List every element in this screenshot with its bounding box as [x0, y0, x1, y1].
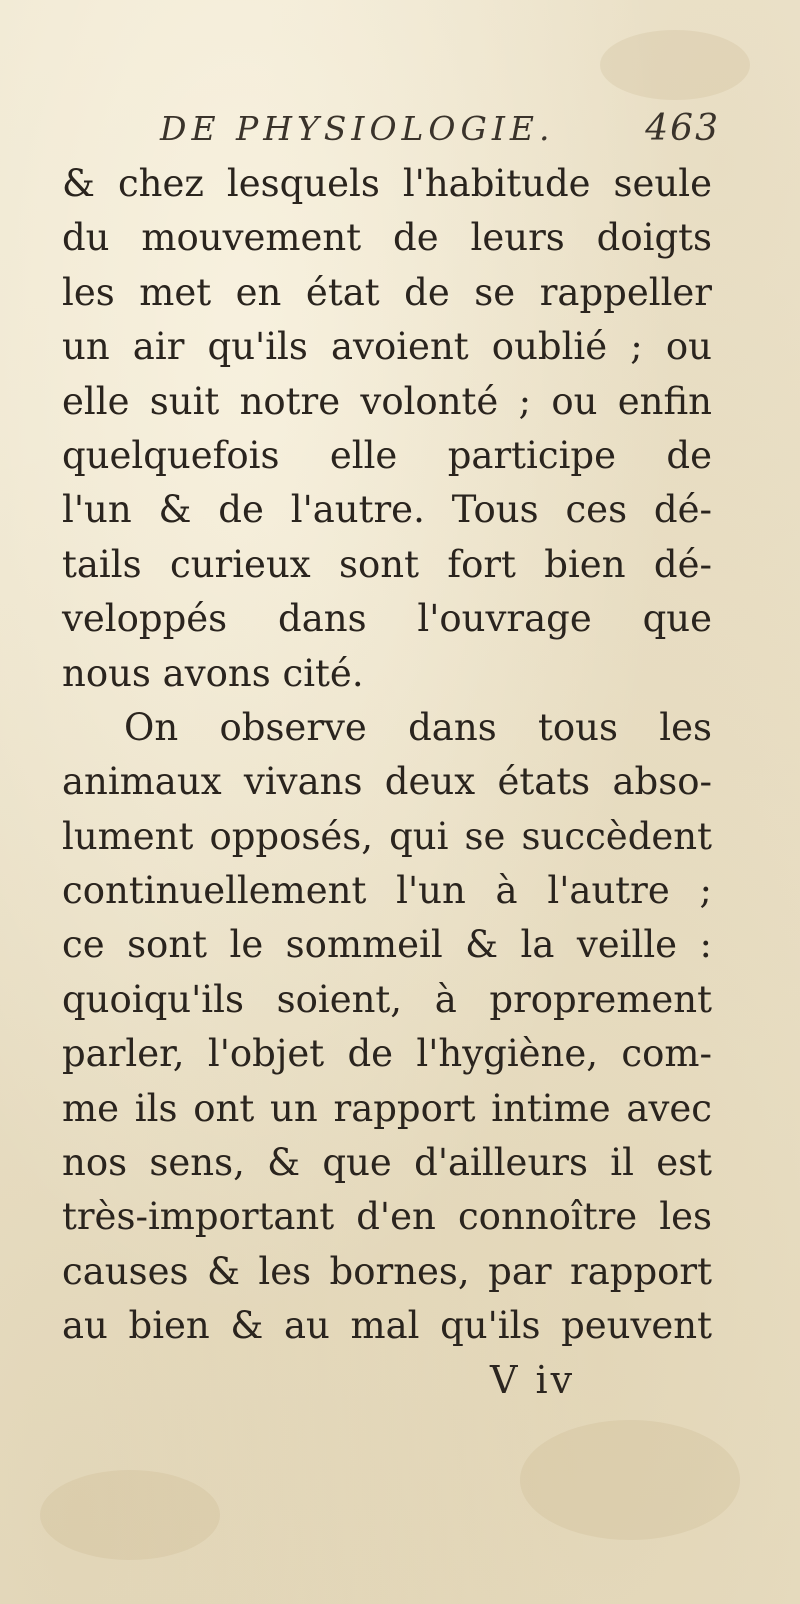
- signature-mark: V iv: [490, 1358, 576, 1402]
- text-line: causes & les bornes, par rapport: [62, 1249, 712, 1293]
- text-line: quoiqu'ils soient, à proprement: [62, 977, 712, 1021]
- text-line: animaux vivans deux états abso-: [62, 760, 712, 804]
- text-line: veloppés dans l'ouvrage que: [62, 597, 712, 641]
- paper-stain: [520, 1420, 740, 1540]
- text-line: me ils ont un rapport intime avec: [62, 1086, 712, 1130]
- text-line: un air qu'ils avoient oublié ; ou: [62, 325, 712, 369]
- text-line: tails curieux sont fort bien dé-: [62, 542, 712, 586]
- paper-stain: [40, 1470, 220, 1560]
- text-line: les met en état de se rappeller: [62, 270, 712, 314]
- text-line: l'un & de l'autre. Tous ces dé-: [62, 488, 712, 532]
- paper-stain: [600, 30, 750, 100]
- body-text: [62, 157, 712, 1354]
- text-line: au bien & au mal qu'ils peuvent: [62, 1304, 712, 1348]
- text-line: parler, l'objet de l'hygiène, com-: [62, 1032, 712, 1076]
- text-line: très-important d'en connoître les: [62, 1195, 712, 1239]
- text-line: quelquefois elle participe de: [62, 433, 712, 477]
- running-head: [160, 108, 720, 156]
- text-line: nous avons cité.: [62, 651, 364, 695]
- running-head-title: DE PHYSIOLOGIE.: [160, 109, 555, 148]
- text-line: elle suit notre volonté ; ou enfin: [62, 379, 712, 423]
- text-line: ce sont le sommeil & la veille :: [62, 923, 712, 967]
- text-line: nos sens, & que d'ailleurs il est: [62, 1141, 712, 1185]
- text-line: & chez lesquels l'habitude seule: [62, 162, 712, 205]
- text-line: continuellement l'un à l'autre ;: [62, 869, 712, 913]
- page-number: 463: [645, 108, 720, 149]
- text-line: du mouvement de leurs doigts: [62, 216, 712, 260]
- text-line: lument opposés, qui se succèdent: [62, 814, 712, 858]
- text-line: On observe dans tous les: [124, 705, 712, 749]
